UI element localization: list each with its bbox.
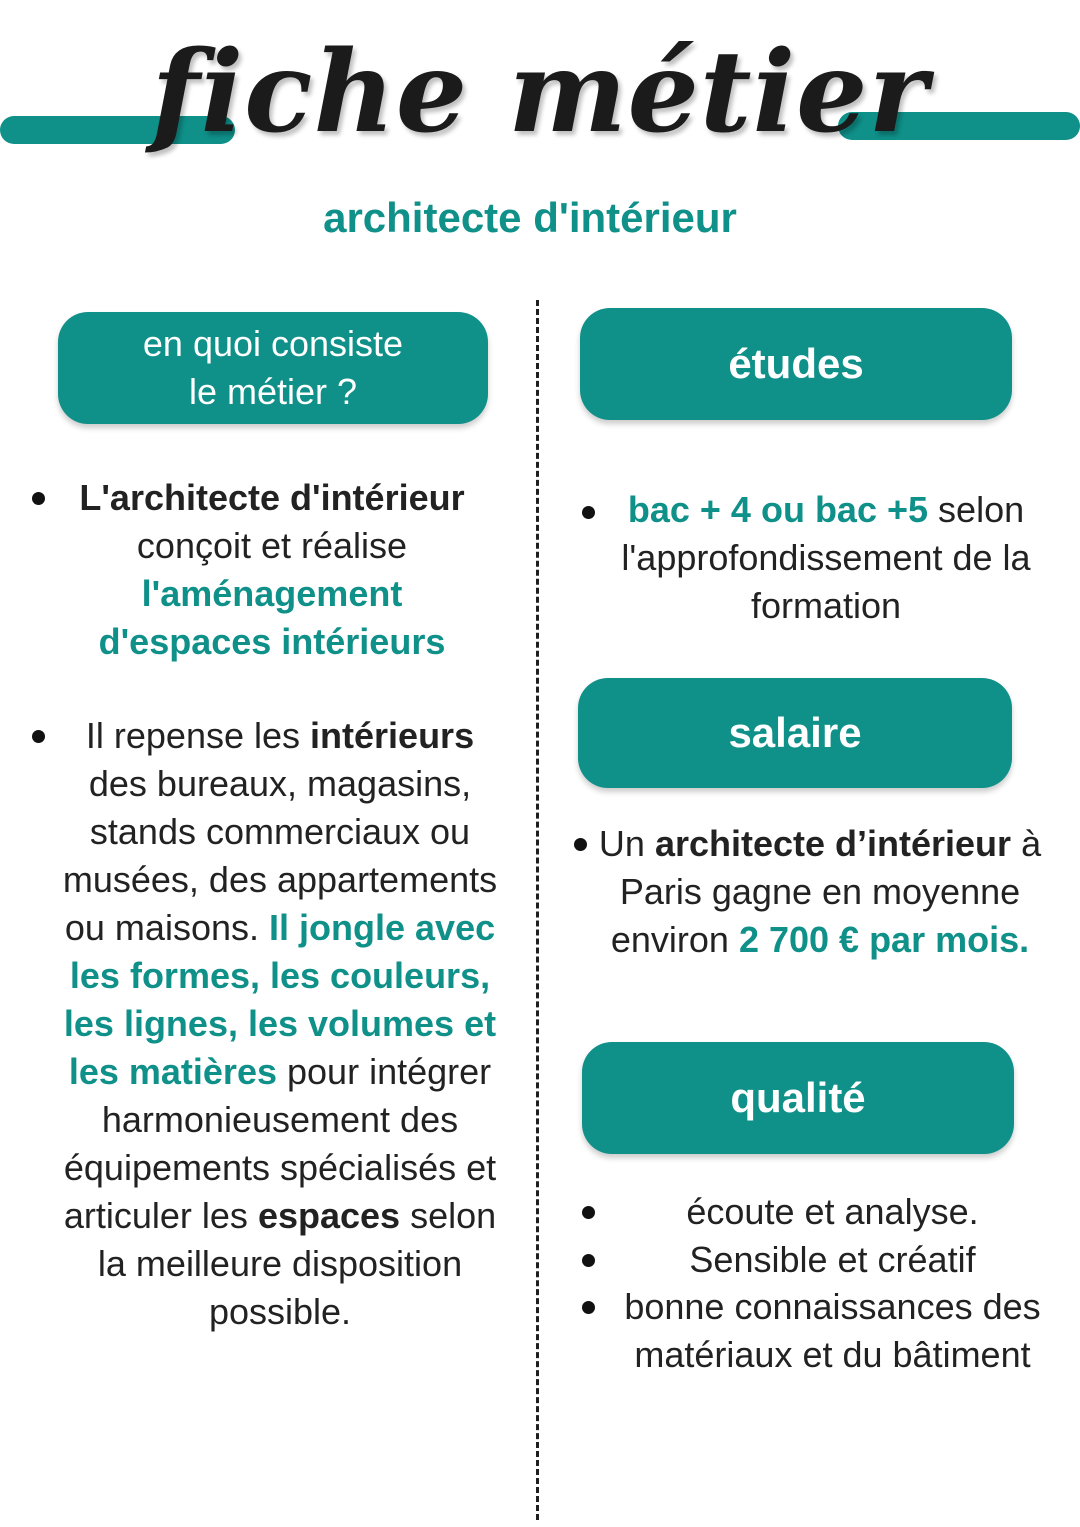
mission-p1-verb: conçoit et réalise [136, 525, 408, 566]
mission-paragraph-1 [62, 474, 482, 666]
studies-highlight: bac + 4 ou bac +5 [627, 489, 929, 530]
mission-heading-label: en quoi consiste le métier ? [142, 323, 404, 412]
page-title: fiche métier [151, 27, 929, 158]
bullet-mission-2 [32, 730, 45, 743]
qualities-heading [582, 1042, 1014, 1154]
mission-heading [58, 312, 488, 424]
mission-p2-intro: Il repense les [85, 715, 301, 756]
salary-paragraph [596, 820, 1044, 964]
studies-heading-label: études [728, 340, 864, 387]
bullet-quality-2 [582, 1254, 595, 1267]
salary-heading [578, 678, 1012, 788]
salary-amount: 2 700 € par mois. [738, 919, 1030, 960]
mission-paragraph-2 [60, 712, 500, 1336]
mission-p1-subject: L'architecte d'intérieur [79, 477, 465, 518]
qualities-heading-label: qualité [730, 1074, 866, 1121]
mission-p1-highlight: l'aménagement d'espaces intérieurs [98, 573, 446, 662]
column-divider [536, 300, 539, 1520]
quality-item: Sensible et créatif [689, 1239, 976, 1280]
bullet-salary [574, 838, 587, 851]
studies-rest: selon l'approfondissement de la formation [621, 489, 1031, 626]
mission-p2-keyword: intérieurs [310, 715, 475, 756]
bullet-mission-1 [32, 492, 45, 505]
quality-item: écoute et analyse. [686, 1191, 979, 1232]
bullet-studies [582, 506, 595, 519]
mission-p2-purpose: pour intégrer harmonieusement des équipements spécialisés et articuler les [63, 1051, 497, 1236]
bullet-quality-3 [582, 1301, 595, 1314]
quality-item: bonne connaissances des matériaux et du bâtiment [624, 1286, 1041, 1375]
bullet-quality-1 [582, 1206, 595, 1219]
mission-p2-spaces: espaces [257, 1195, 401, 1236]
page-subtitle: architecte d'intérieur [323, 194, 737, 241]
studies-heading [580, 308, 1012, 420]
studies-paragraph [612, 486, 1040, 630]
salary-intro: Un [598, 823, 645, 864]
mission-p2-places: des bureaux, magasins, stands commerciaux ou musées, des appartements ou maisons. [62, 763, 498, 948]
mission-p2-end: selon la meilleure disposition possible. [97, 1195, 497, 1332]
salary-heading-label: salaire [728, 709, 862, 756]
salary-subject: architecte d’intérieur [654, 823, 1012, 864]
mission-p2-highlight: Il jongle avec les formes, les couleurs, les lignes, les volumes et les matières [63, 907, 497, 1092]
salary-context: à Paris gagne en moyenne environ [610, 823, 1042, 960]
